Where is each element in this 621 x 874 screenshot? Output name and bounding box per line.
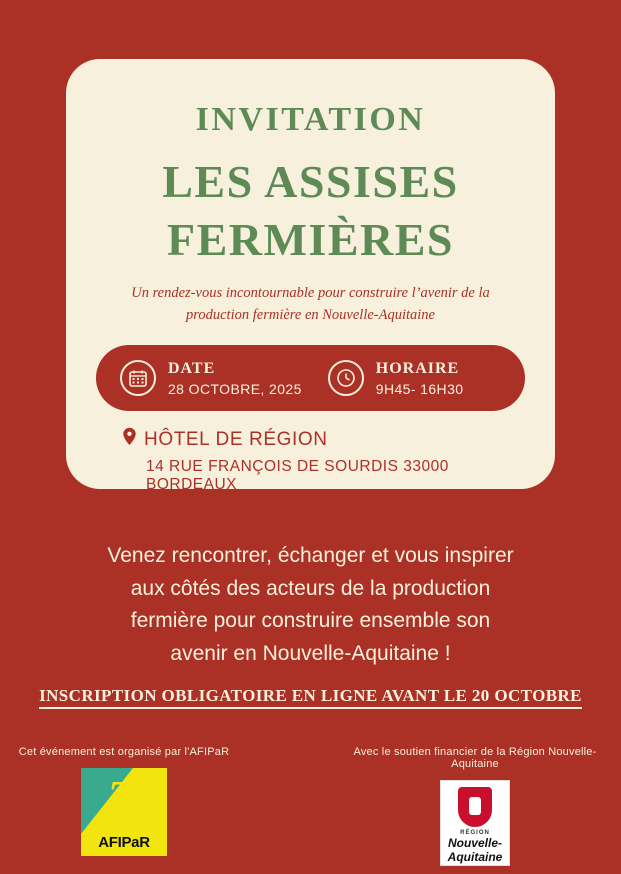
- event-date-text: [168, 360, 302, 397]
- location-pin-icon: [122, 427, 137, 452]
- page-title-line-1: LES ASSISES: [162, 156, 459, 207]
- body-copy-line-1: Venez rencontrer, échanger et vous inspirer: [107, 544, 514, 567]
- venue-block: [122, 427, 542, 494]
- footer-organizer: [14, 746, 234, 856]
- event-date-block: [120, 360, 302, 397]
- event-time-block: [328, 360, 464, 397]
- body-copy-line-2: aux côtés des acteurs de la production: [130, 576, 491, 600]
- region-logo-line-1: RÉGION: [460, 830, 490, 836]
- page-subtitle-line-2: fermière en Nouvelle-Aquitaine: [252, 306, 435, 323]
- afipar-logo-bolt-icon: Z: [107, 771, 136, 822]
- event-time-value: 9H45- 16H30: [375, 380, 464, 397]
- event-date-label: DATE: [168, 359, 216, 377]
- body-copy-line-3: fermière pour construire ensemble son: [130, 609, 491, 633]
- afipar-logo-text: AFIPaR: [98, 834, 150, 851]
- invitation-card: [66, 59, 555, 493]
- region-logo-line-2: Nouvelle-: [447, 836, 502, 850]
- page-title: [96, 153, 525, 269]
- venue-name-row: [122, 427, 542, 452]
- venue-name: HÔTEL DE RÉGION: [144, 428, 328, 450]
- registration-cta-label: INSCRIPTION OBLIGATOIRE EN LIGNE AVANT LE 20 OCTOBRE: [39, 686, 582, 709]
- body-copy: [60, 540, 561, 670]
- page-title-line-2: FERMIÈRES: [167, 213, 454, 265]
- footer-funder: [330, 746, 620, 866]
- footer-funder-caption: Avec le soutien financier de la Région Nouvelle-Aquitaine: [353, 746, 597, 770]
- region-shield-icon: [458, 787, 492, 827]
- page-subtitle: [114, 283, 507, 327]
- page-subtitle-line-1: Un rendez-vous incontournable pour construire l’avenir de la production: [131, 284, 490, 323]
- footer-organizer-caption: Cet événement est organisé par l'AFIPaR: [18, 746, 230, 758]
- clock-icon: [328, 360, 364, 396]
- body-copy-line-4: avenir en Nouvelle-Aquitaine !: [170, 641, 451, 665]
- event-date-value: 28 OCTOBRE, 2025: [168, 380, 302, 397]
- region-logo-line-3: Aquitaine: [447, 849, 503, 864]
- footer: [0, 742, 621, 874]
- venue-address: 14 RUE FRANÇOIS DE SOURDIS 33000 BORDEAUX: [146, 458, 449, 493]
- event-time-label: HORAIRE: [375, 359, 460, 377]
- afipar-logo: [81, 768, 167, 856]
- region-nouvelle-aquitaine-logo: [440, 780, 510, 866]
- registration-cta[interactable]: [0, 686, 621, 706]
- page-kicker: INVITATION: [195, 101, 426, 138]
- calendar-icon: [120, 360, 156, 396]
- event-time-text: [376, 360, 464, 397]
- event-info-pill: [96, 345, 525, 411]
